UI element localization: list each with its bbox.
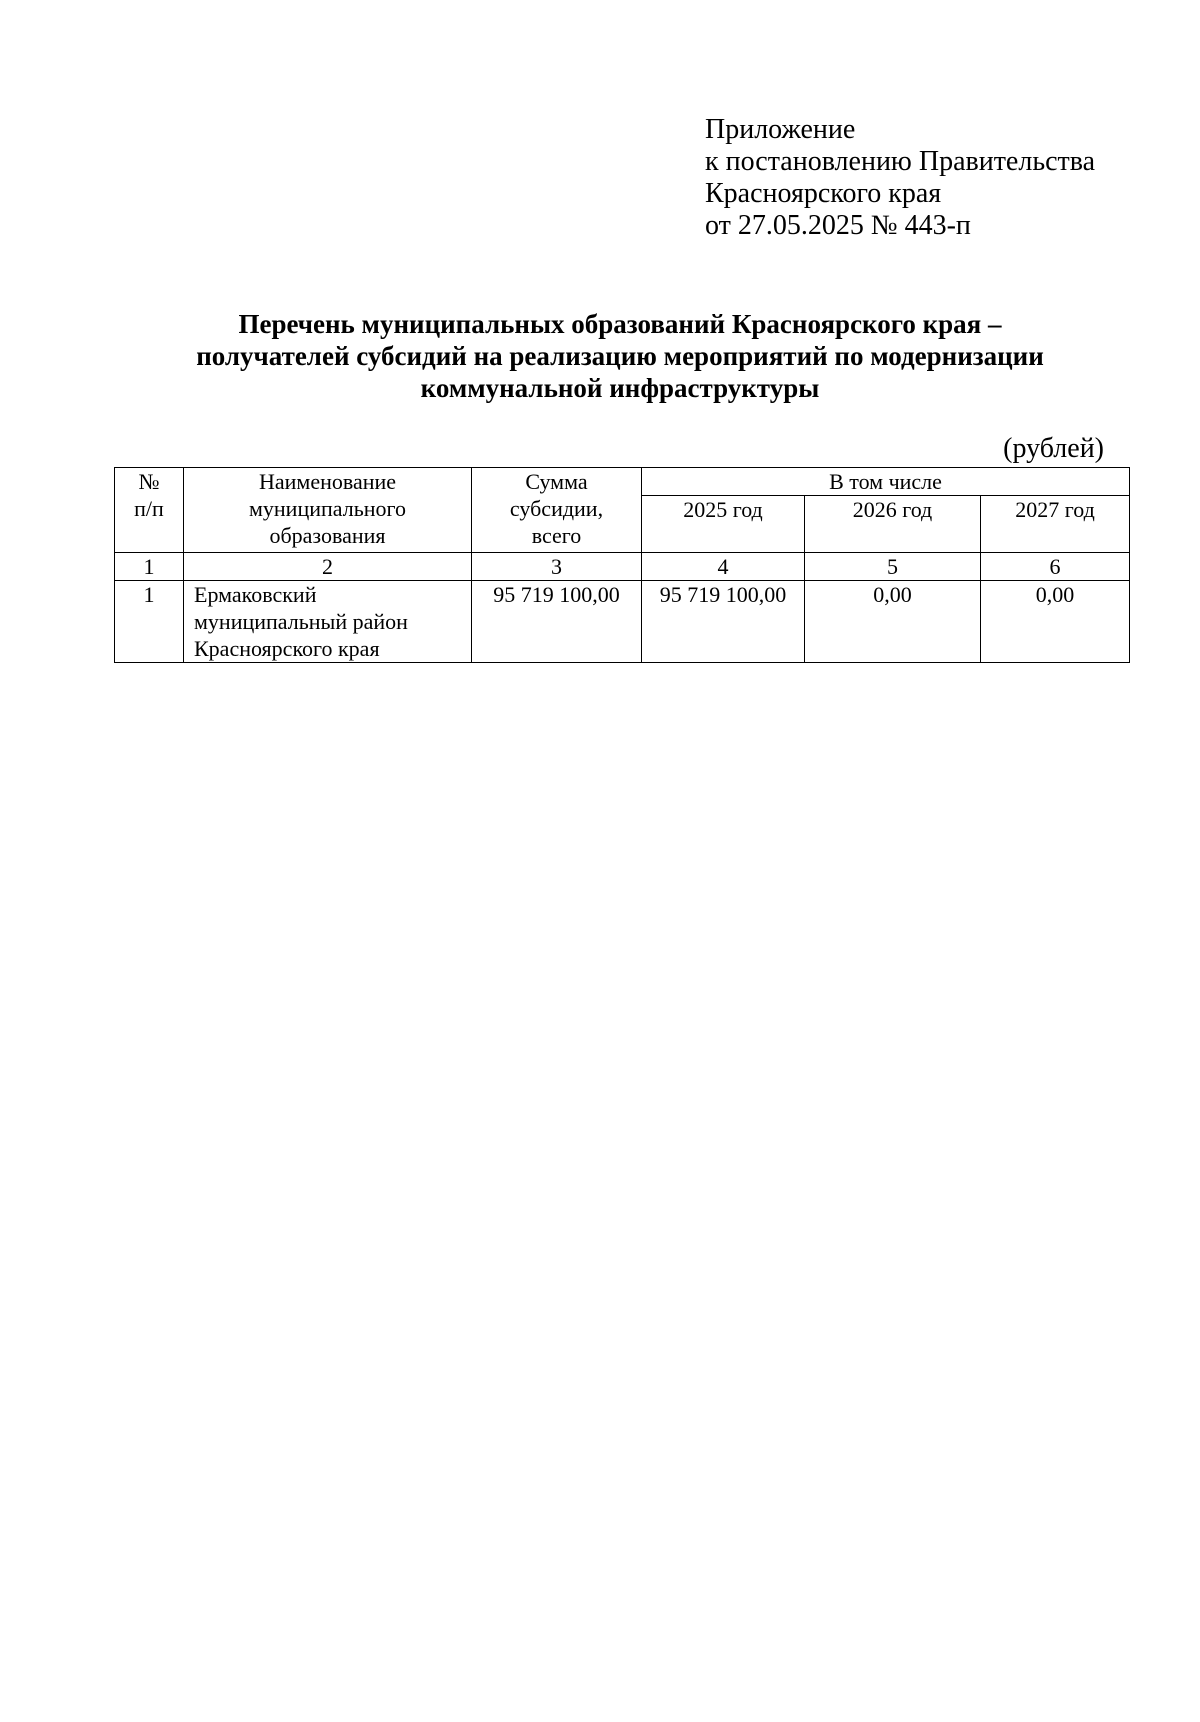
table-row bbox=[115, 581, 1130, 663]
row-number: 1 bbox=[115, 581, 184, 663]
title-line: коммунальной инфраструктуры bbox=[420, 373, 820, 403]
subsidy-table bbox=[114, 467, 1130, 663]
header-number-line: № bbox=[138, 469, 160, 494]
column-number: 1 bbox=[115, 553, 184, 581]
title-line: получателей субсидий на реализацию мероприятий по модернизации bbox=[196, 341, 1044, 371]
table-header-row bbox=[115, 468, 1130, 496]
header-total-line: субсидии, bbox=[509, 496, 604, 521]
header-name bbox=[184, 468, 472, 553]
row-total: 95 719 100,00 bbox=[472, 581, 642, 663]
municipality-name-line: Ермаковский bbox=[194, 582, 317, 607]
municipality-name-line: муниципальный район bbox=[194, 609, 408, 634]
row-2027: 0,00 bbox=[981, 581, 1130, 663]
header-name-line: муниципального bbox=[248, 496, 406, 521]
column-number: 2 bbox=[184, 553, 472, 581]
header-year-2027: 2027 год bbox=[981, 496, 1130, 553]
header-name-line: Наименование bbox=[258, 469, 397, 494]
column-number: 3 bbox=[472, 553, 642, 581]
column-number: 5 bbox=[805, 553, 981, 581]
appendix-line: к постановлению Правительства bbox=[705, 146, 1096, 177]
header-including: В том числе bbox=[642, 468, 1130, 496]
column-number-row bbox=[115, 553, 1130, 581]
header-number bbox=[115, 468, 184, 553]
appendix-line: Приложение bbox=[705, 114, 856, 145]
row-2026: 0,00 bbox=[805, 581, 981, 663]
row-municipality-name bbox=[184, 581, 472, 663]
appendix-header bbox=[705, 114, 1095, 242]
units-label: (рублей) bbox=[1003, 433, 1104, 464]
header-year-2025: 2025 год bbox=[642, 496, 805, 553]
title-line: Перечень муниципальных образований Красноярского края – bbox=[238, 309, 1002, 339]
column-number: 6 bbox=[981, 553, 1130, 581]
column-number: 4 bbox=[642, 553, 805, 581]
header-total-line: Сумма bbox=[525, 469, 588, 494]
header-name-line: образования bbox=[269, 523, 386, 548]
row-2025: 95 719 100,00 bbox=[642, 581, 805, 663]
document-title bbox=[100, 308, 1140, 404]
appendix-line: Красноярского края bbox=[705, 178, 942, 209]
header-year-2026: 2026 год bbox=[805, 496, 981, 553]
header-total-line: всего bbox=[531, 523, 582, 548]
header-total bbox=[472, 468, 642, 553]
header-number-line: п/п bbox=[134, 496, 164, 521]
municipality-name-line: Красноярского края bbox=[194, 636, 380, 661]
appendix-date-number: от 27.05.2025 № 443-п bbox=[705, 210, 971, 241]
